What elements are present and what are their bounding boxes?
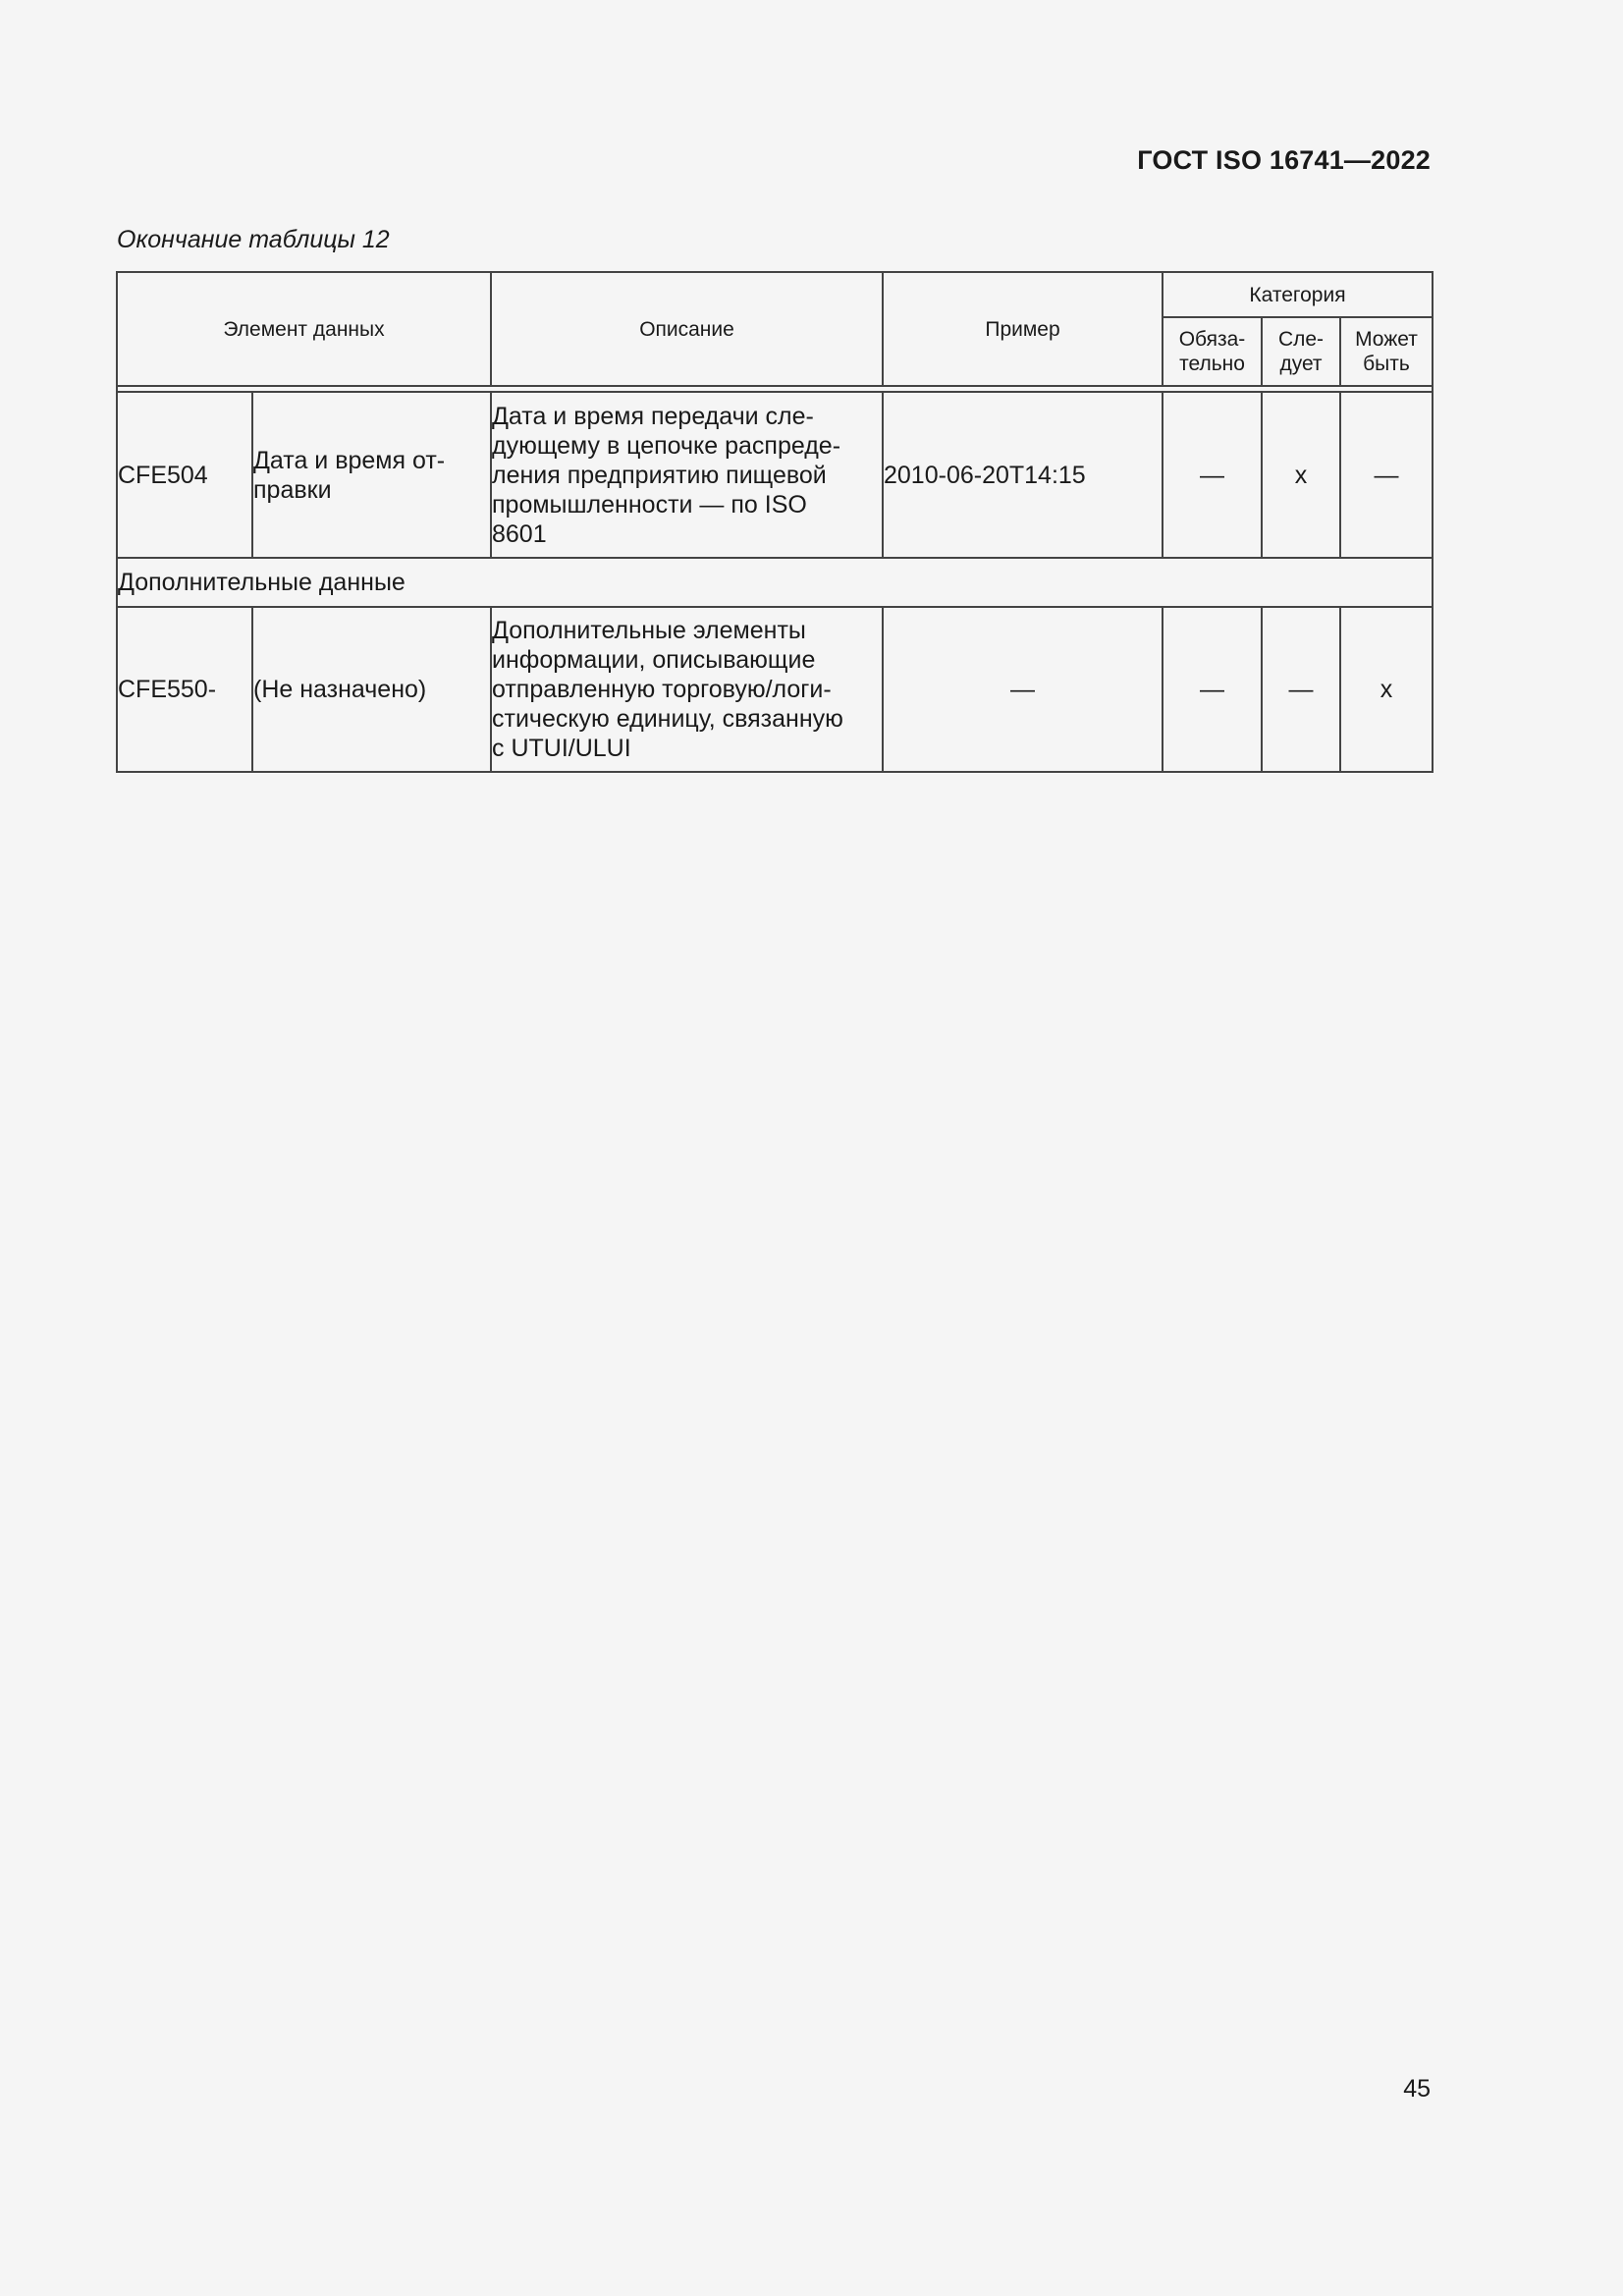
- header-may: Может быть: [1340, 317, 1433, 386]
- row-should: —: [1262, 607, 1340, 772]
- group-label: Дополнительные данные: [117, 558, 1433, 607]
- header-element: Элемент данных: [117, 272, 491, 386]
- row-mandatory: —: [1163, 392, 1262, 558]
- row-description: Дополнительные элементы информации, описывающие отправленную торговую/логи- стическую единицу, связанную с UTUI/ULUI: [491, 607, 883, 772]
- data-table: [116, 271, 1434, 773]
- header-category: Категория: [1163, 272, 1433, 317]
- row-name: Дата и время от- правки: [252, 392, 491, 558]
- header-mandatory: Обяза- тельно: [1163, 317, 1262, 386]
- header-description: Описание: [491, 272, 883, 386]
- header-example: Пример: [883, 272, 1163, 386]
- row-may: —: [1340, 392, 1433, 558]
- row-example: 2010-06-20T14:15: [883, 392, 1163, 558]
- row-example: —: [883, 607, 1163, 772]
- row-code: CFE504: [117, 392, 252, 558]
- row-should: x: [1262, 392, 1340, 558]
- table-caption: Окончание таблицы 12: [117, 226, 390, 253]
- row-name: (Не назначено): [252, 607, 491, 772]
- row-code: CFE550-: [117, 607, 252, 772]
- group-row: [117, 558, 1433, 607]
- table-row: [117, 392, 1433, 558]
- table-row: [117, 607, 1433, 772]
- row-may: x: [1340, 607, 1433, 772]
- document-header: ГОСТ ISO 16741—2022: [1137, 145, 1431, 175]
- page-number: 45: [1403, 2075, 1431, 2103]
- header-should: Сле- дует: [1262, 317, 1340, 386]
- row-description: Дата и время передачи сле- дующему в цепочке распреде- ления предприятию пищевой промышленности — по ISO 8601: [491, 392, 883, 558]
- row-mandatory: —: [1163, 607, 1262, 772]
